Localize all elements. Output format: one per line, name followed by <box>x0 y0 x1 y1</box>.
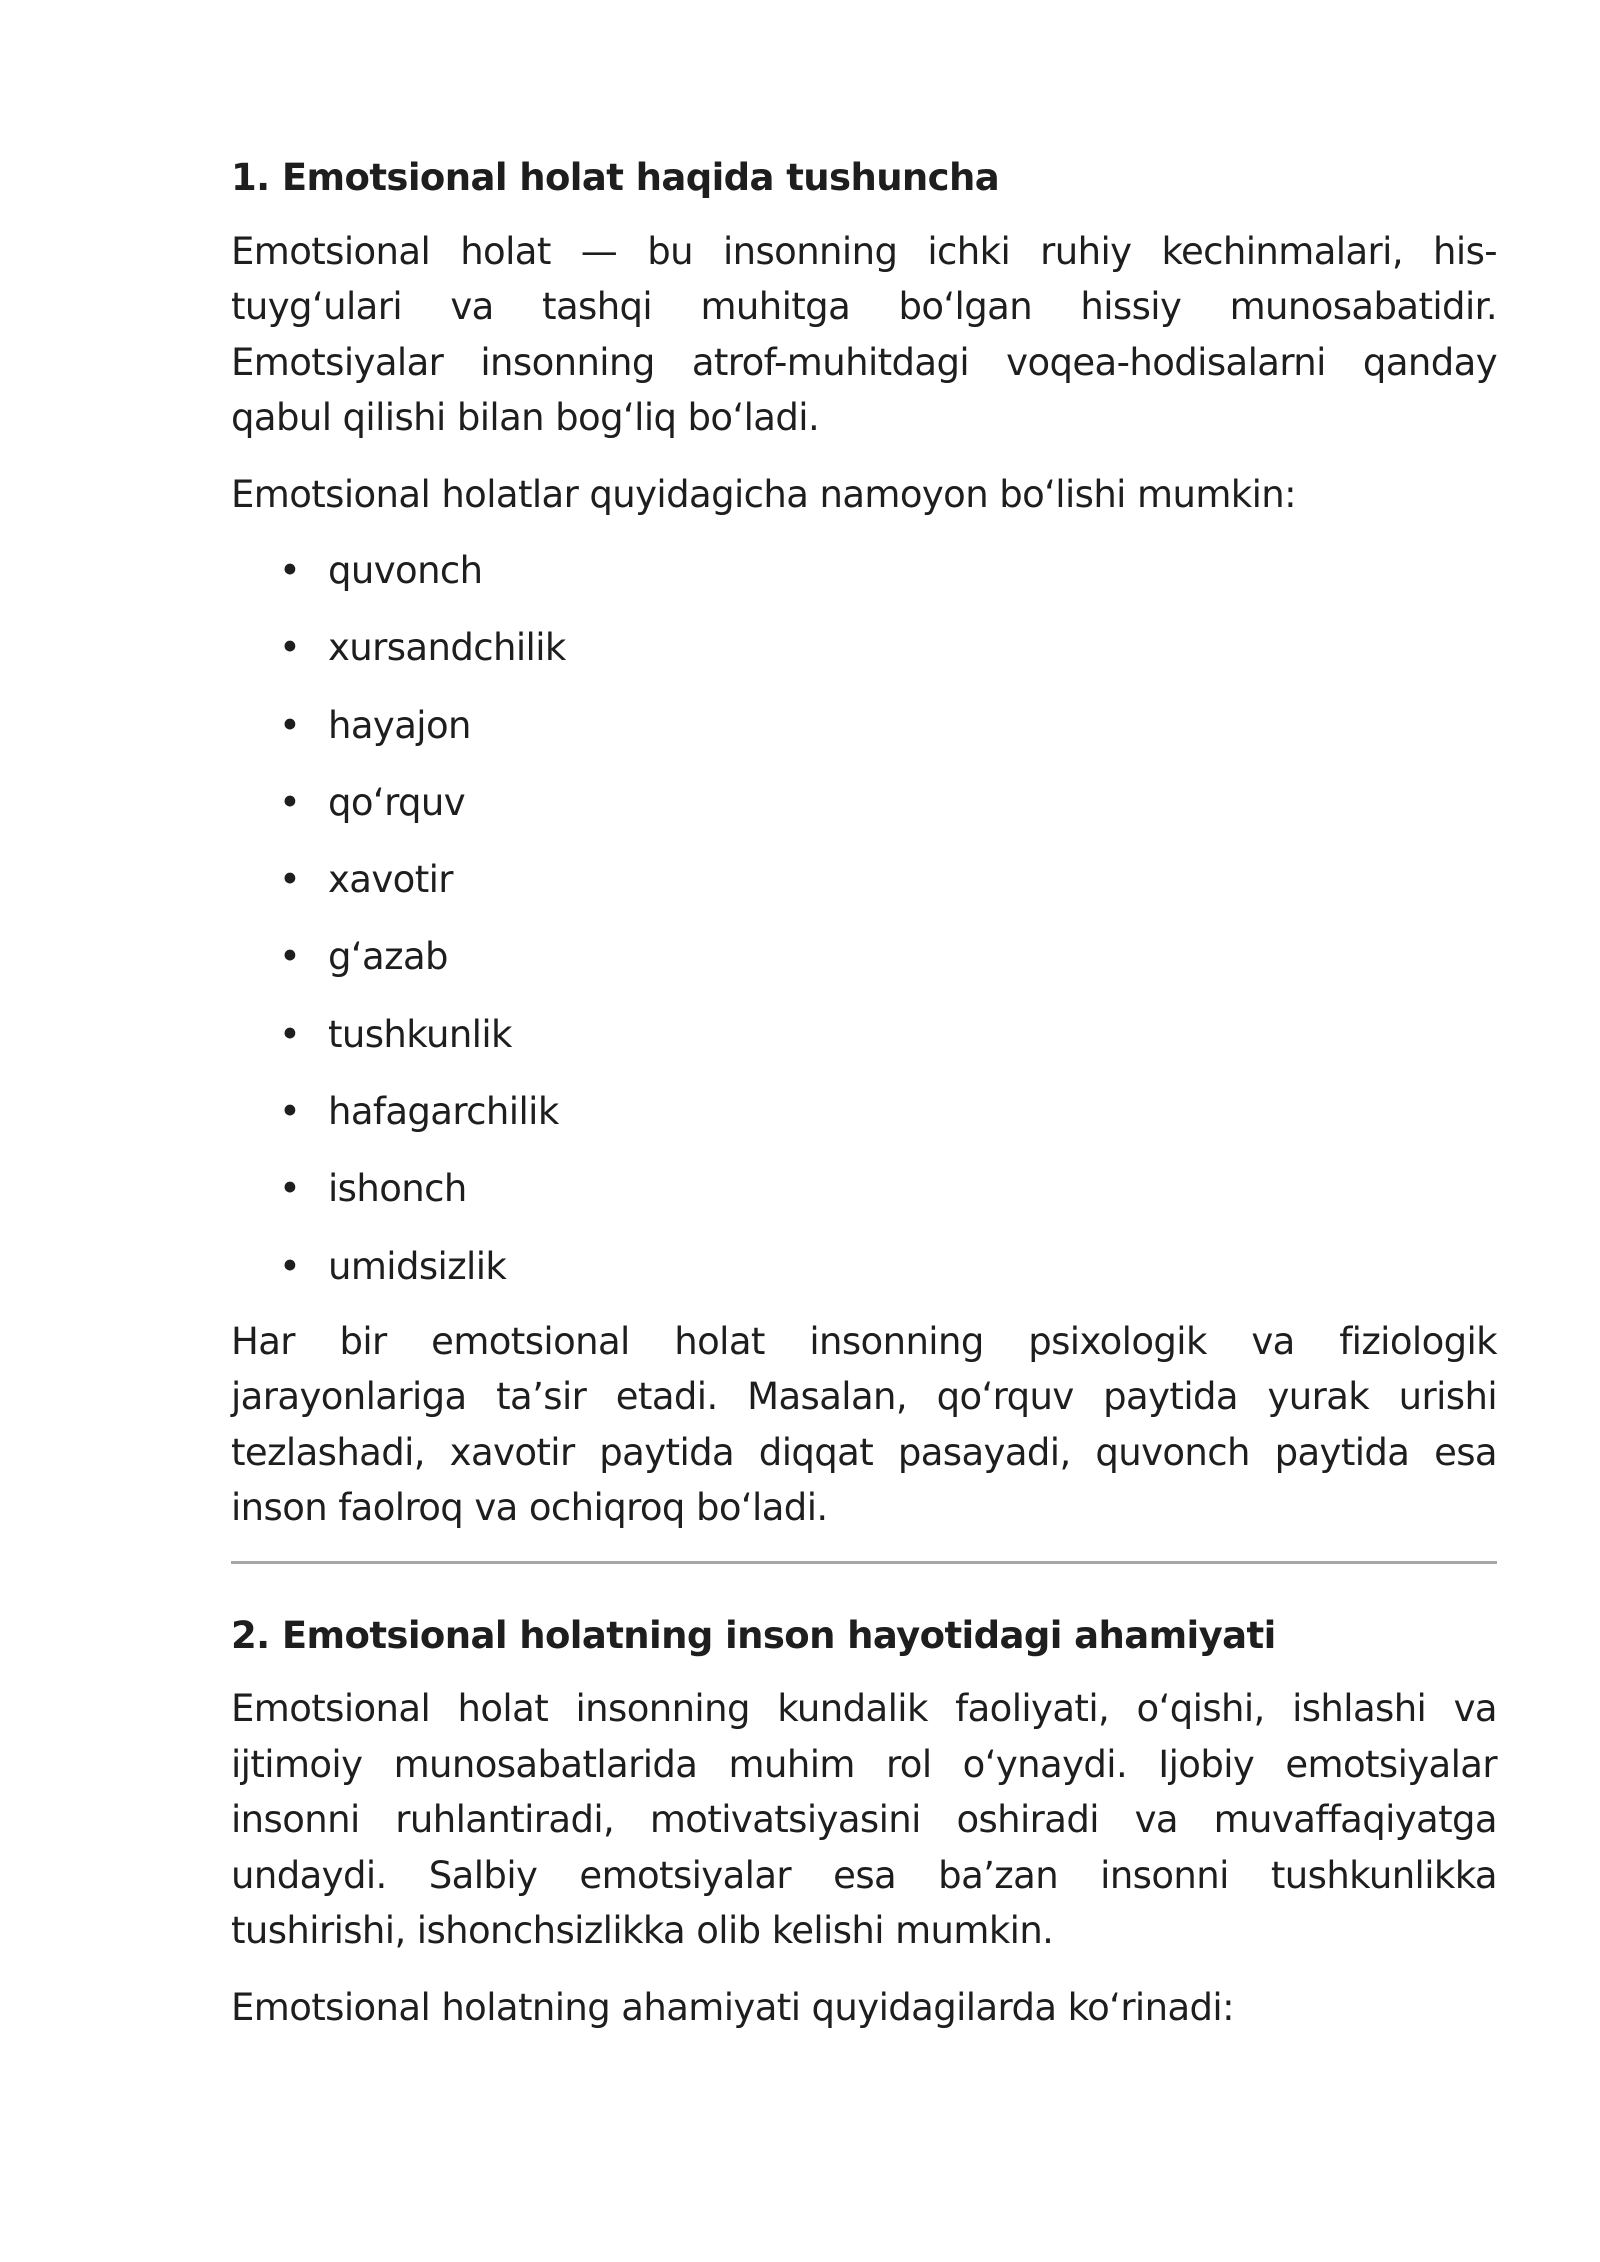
section-1-paragraph-3: Har bir emotsional holat insonning psixologik va fiziologik jarayonlariga ta’sir etadi. Masalan, qo‘rquv paytida yurak urishi tezlashadi, xavotir paytida diqqat pasayadi, quvonch paytida esa inson faolroq va ochiqroq bo‘ladi. <box>231 1319 1497 1530</box>
list-item-text: quvonch <box>328 549 483 592</box>
bullet-icon: • <box>279 858 301 902</box>
emotional-states-list <box>231 543 1497 1316</box>
bullet-icon: • <box>279 549 301 592</box>
section-2 <box>231 1608 1497 2036</box>
list-item-text: qo‘rquv <box>328 780 466 824</box>
list-item <box>231 1084 1497 1161</box>
bullet-icon: • <box>279 1012 301 1056</box>
list-item-text: g‘azab <box>328 935 448 979</box>
list-item-text: ishonch <box>328 1167 467 1211</box>
list-item-text: hayajon <box>328 703 471 747</box>
list-item-text: hafagarchilik <box>328 1090 559 1134</box>
section-2-heading: 2. Emotsional holatning inson hayotidagi ahamiyati <box>231 1613 1276 1657</box>
bullet-icon: • <box>279 1090 301 1134</box>
section-divider <box>231 1561 1497 1564</box>
bullet-icon: • <box>279 1167 301 1211</box>
list-item <box>231 698 1497 775</box>
section-1 <box>231 150 1497 1536</box>
bullet-icon: • <box>279 935 301 979</box>
bullet-icon: • <box>279 703 301 747</box>
list-item <box>231 775 1497 852</box>
list-item <box>231 1239 1497 1316</box>
bullet-icon: • <box>279 780 301 824</box>
list-item <box>231 543 1497 620</box>
bullet-icon: • <box>279 626 301 670</box>
list-item <box>231 1007 1497 1084</box>
section-1-paragraph-1: Emotsional holat — bu insonning ichki ruhiy kechinmalari, his-tuyg‘ulari va tashqi muhitga bo‘lgan hissiy munosabatidir. Emotsiyalar insonning atrof-muhitdagi voqea-hodisalarni qanday qabul qilishi bilan bog‘liq bo‘ladi. <box>231 229 1497 439</box>
document-page <box>231 150 1497 2035</box>
list-item <box>231 620 1497 697</box>
section-1-heading: 1. Emotsional holat haqida tushuncha <box>231 156 1000 199</box>
list-item-text: xursandchilik <box>328 626 566 670</box>
bullet-icon: • <box>279 1244 301 1288</box>
section-2-paragraph-1: Emotsional holat insonning kundalik faoliyati, o‘qishi, ishlashi va ijtimoiy munosabatlarida muhim rol o‘ynaydi. Ijobiy emotsiyalar insonni ruhlantiradi, motivatsiyasini oshiradi va muvaffaqiyatga undaydi. Salbiy emotsiyalar esa ba’zan insonni tushkunlikka tushirishi, ishonchsizlikka olib kelishi mumkin. <box>231 1687 1497 1953</box>
section-1-paragraph-2: Emotsional holatlar quyidagicha namoyon bo‘lishi mumkin: <box>231 472 1296 516</box>
section-2-paragraph-2: Emotsional holatning ahamiyati quyidagilarda ko‘rinadi: <box>231 1985 1234 2029</box>
list-item <box>231 852 1497 929</box>
list-item <box>231 1161 1497 1238</box>
list-item-text: umidsizlik <box>328 1244 507 1288</box>
list-item <box>231 929 1497 1006</box>
list-item-text: tushkunlik <box>328 1012 512 1056</box>
list-item-text: xavotir <box>328 858 453 902</box>
